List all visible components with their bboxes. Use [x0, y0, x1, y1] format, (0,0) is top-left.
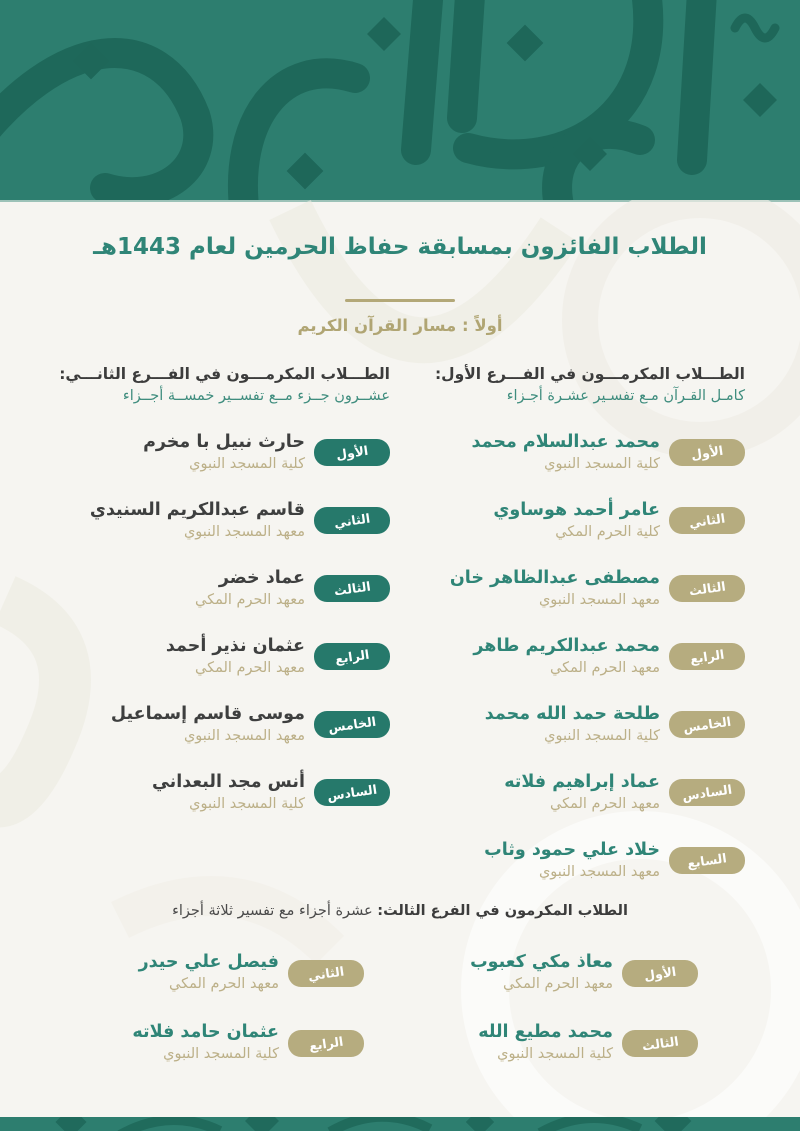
- winner-name: محمد عبدالسلام محمد: [471, 431, 660, 452]
- winner-name: عامر أحمد هوساوي: [493, 499, 660, 520]
- title-divider: [345, 299, 455, 302]
- rank-badge: [669, 779, 745, 806]
- winner-row: [413, 555, 745, 623]
- winner-name: فيصل علي حيدر: [138, 952, 279, 973]
- winner-name: محمد عبدالكريم طاهر: [473, 635, 660, 656]
- rank-badge: [288, 1030, 364, 1057]
- rank-badge-label: الأول: [690, 442, 724, 463]
- winner-institution: معهد الحرم المكي: [503, 976, 613, 993]
- section-subtitle: أولاً : مسار القرآن الكريم: [297, 316, 503, 335]
- rank-badge: [314, 507, 390, 534]
- winner-row: [404, 1008, 698, 1078]
- bottom-banner-art: [0, 1117, 800, 1131]
- rank-badge: [622, 1030, 698, 1057]
- rank-badge-label: الأول: [335, 442, 369, 463]
- winner-name: عماد خضر: [218, 567, 305, 588]
- rank-badge-label: الثاني: [333, 510, 371, 531]
- winner-row: [413, 759, 745, 827]
- rank-badge: [669, 439, 745, 466]
- rank-badge-label: الخامس: [327, 713, 377, 736]
- winner-row: [58, 691, 390, 759]
- rank-badge-label: الرابع: [307, 1033, 345, 1053]
- winner-institution: معهد المسجد النبوي: [183, 727, 305, 744]
- rank-badge-label: الثاني: [688, 510, 726, 531]
- winner-row: [413, 487, 745, 555]
- winner-institution: معهد المسجد النبوي: [538, 863, 660, 880]
- rank-badge-label: الخامس: [682, 713, 732, 736]
- winner-row: [58, 623, 390, 691]
- rank-badge: [669, 847, 745, 874]
- branch3-heading-bold: الطلاب المكرمون في الفرع الثالث:: [377, 903, 628, 919]
- winner-name: عثمان نذير أحمد: [165, 635, 305, 656]
- winner-institution: كلية المسجد النبوي: [544, 455, 660, 472]
- rank-badge: [314, 575, 390, 602]
- winner-name: طلحة حمد الله محمد: [484, 703, 660, 724]
- rank-badge-label: السادس: [681, 781, 733, 804]
- winner-institution: كلية المسجد النبوي: [544, 727, 660, 744]
- winner-name: قاسم عبدالكريم السنيدي: [89, 499, 305, 520]
- rank-badge-label: الأول: [643, 963, 677, 983]
- winner-row: [58, 555, 390, 623]
- winner-row: [70, 938, 364, 1008]
- page-title: الطلاب الفائزون بمسابقة حفاظ الحرمين لعام 1443هـ: [93, 234, 707, 260]
- winner-row: [413, 623, 745, 691]
- rank-badge-label: الرابع: [688, 646, 726, 667]
- winner-institution: معهد المسجد النبوي: [538, 591, 660, 608]
- winner-institution: كلية المسجد النبوي: [189, 795, 305, 812]
- banner-calligraphy-art: [0, 0, 800, 200]
- winner-name: عماد إبراهيم فلاته: [504, 771, 660, 792]
- rank-badge: [314, 439, 390, 466]
- winner-institution: معهد الحرم المكي: [550, 659, 660, 676]
- winner-row: [58, 419, 390, 487]
- rank-badge: [314, 779, 390, 806]
- rank-badge: [669, 575, 745, 602]
- rank-badge-label: الثالث: [640, 1033, 680, 1053]
- rank-badge: [288, 960, 364, 987]
- top-banner: [0, 0, 800, 200]
- rank-badge: [622, 960, 698, 987]
- rank-badge: [669, 643, 745, 670]
- winner-row: [413, 691, 745, 759]
- winners-columns: [0, 363, 800, 895]
- winner-row: [58, 759, 390, 827]
- branch3-header: [0, 903, 800, 919]
- winner-name: معاذ مكي كعبوب: [470, 952, 613, 973]
- rank-badge-label: الرابع: [333, 646, 371, 667]
- bottom-banner: [0, 1117, 800, 1131]
- rank-badge-label: الثاني: [307, 963, 345, 983]
- winner-row: [58, 487, 390, 555]
- winner-institution: معهد الحرم المكي: [195, 659, 305, 676]
- winner-institution: كلية الحرم المكي: [555, 523, 660, 540]
- winner-institution: معهد الحرم المكي: [169, 976, 279, 993]
- winner-institution: معهد الحرم المكي: [550, 795, 660, 812]
- winner-name: أنس مجد البعداني: [151, 771, 305, 792]
- winner-name: موسى قاسم إسماعيل: [110, 703, 305, 724]
- rank-badge: [314, 643, 390, 670]
- winner-row: [404, 938, 698, 1008]
- winner-institution: معهد الحرم المكي: [195, 591, 305, 608]
- branch2-heading: الطـــلاب المكرمـــون في الفـــرع الثانـــي:: [59, 365, 390, 383]
- winner-name: عثمان حامد فلاته: [132, 1022, 279, 1043]
- winner-institution: كلية المسجد النبوي: [163, 1046, 279, 1063]
- winner-row: [413, 827, 745, 895]
- winner-row: [70, 1008, 364, 1078]
- winner-name: مصطفى عبدالظاهر خان: [449, 567, 660, 588]
- rank-badge-label: السادس: [326, 781, 378, 804]
- branch2-subheading: عشــرون جــزء مــع تفســير خمســة أجــزاء: [122, 388, 390, 405]
- winner-name: محمد مطيع الله: [478, 1022, 613, 1043]
- winner-institution: كلية المسجد النبوي: [189, 455, 305, 472]
- rank-badge-label: السابع: [686, 850, 728, 871]
- branch1-header: [413, 363, 745, 407]
- winner-institution: كلية المسجد النبوي: [497, 1046, 613, 1063]
- branch2-header: [58, 363, 390, 407]
- rank-badge: [314, 711, 390, 738]
- branch1-column: [413, 363, 745, 895]
- winner-institution: معهد المسجد النبوي: [183, 523, 305, 540]
- branch1-heading: الطـــلاب المكرمـــون في الفـــرع الأول:: [434, 365, 745, 383]
- branch3-heading-rest: عشرة أجزاء مع تفسير ثلاثة أجزاء: [172, 903, 378, 919]
- rank-badge: [669, 711, 745, 738]
- winner-name: خلاد علي حمود وثاب: [484, 839, 660, 860]
- winner-name: حارث نبيل با مخرم: [143, 431, 305, 452]
- rank-badge-label: الثالث: [687, 578, 727, 599]
- branch3-grid: [0, 938, 800, 1078]
- rank-badge-label: الثالث: [332, 578, 372, 599]
- branch2-column: [58, 363, 390, 895]
- branch1-subheading: كامـل القـرآن مـع تفسـير عشـرة أجـزاء: [506, 388, 745, 405]
- rank-badge: [669, 507, 745, 534]
- winner-row: [413, 419, 745, 487]
